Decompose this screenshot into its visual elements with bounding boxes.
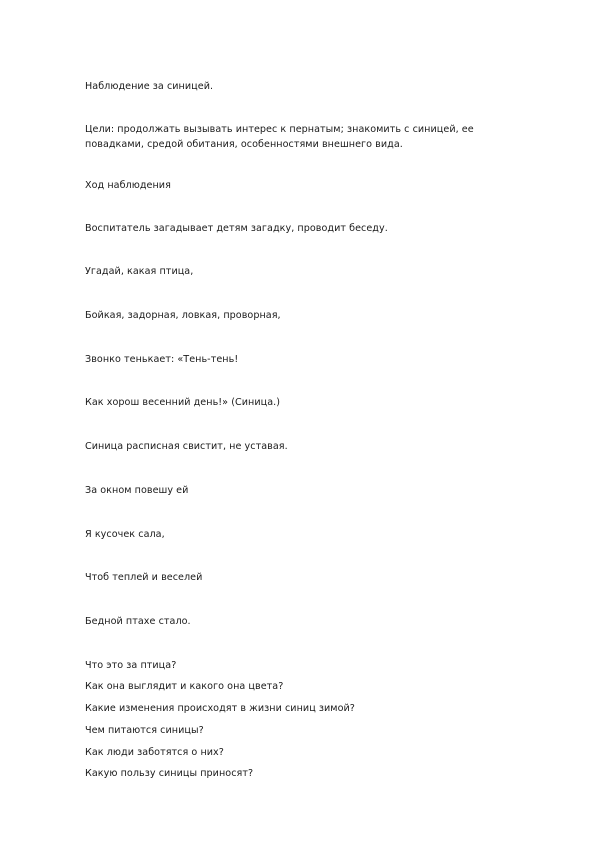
riddle-line: Звонко тенькает: «Тень-тень! bbox=[85, 354, 239, 365]
section-heading: Ход наблюдения bbox=[85, 180, 171, 191]
question-line: Какую пользу синицы приносят? bbox=[85, 768, 254, 779]
question-line: Что это за птица? bbox=[85, 660, 177, 671]
riddle-line: Чтоб теплей и веселей bbox=[85, 572, 203, 583]
riddle-line: Бойкая, задорная, ловкая, проворная, bbox=[85, 310, 281, 321]
riddle-line: Синица расписная свистит, не уставая. bbox=[85, 441, 288, 452]
riddle-line: Бедной птахе стало. bbox=[85, 616, 191, 627]
question-line: Как она выглядит и какого она цвета? bbox=[85, 681, 284, 692]
goals-paragraph: Цели: продолжать вызывать интерес к пернатым; знакомить с синицей, ее повадками, средой обитания, особенностями внешнего вида. bbox=[85, 124, 474, 150]
riddle-line: Как хорош весенний день!» (Синица.) bbox=[85, 397, 281, 408]
question-line: Какие изменения происходят в жизни синиц зимой? bbox=[85, 703, 355, 714]
intro-paragraph: Воспитатель загадывает детям загадку, проводит беседу. bbox=[85, 223, 388, 234]
question-line: Чем питаются синицы? bbox=[85, 725, 204, 736]
riddle-line: Я кусочек сала, bbox=[85, 529, 165, 540]
document-title: Наблюдение за синицей. bbox=[85, 81, 214, 92]
riddle-line: Угадай, какая птица, bbox=[85, 266, 194, 277]
question-line: Как люди заботятся о них? bbox=[85, 747, 224, 758]
riddle-line: За окном повешу ей bbox=[85, 485, 189, 496]
